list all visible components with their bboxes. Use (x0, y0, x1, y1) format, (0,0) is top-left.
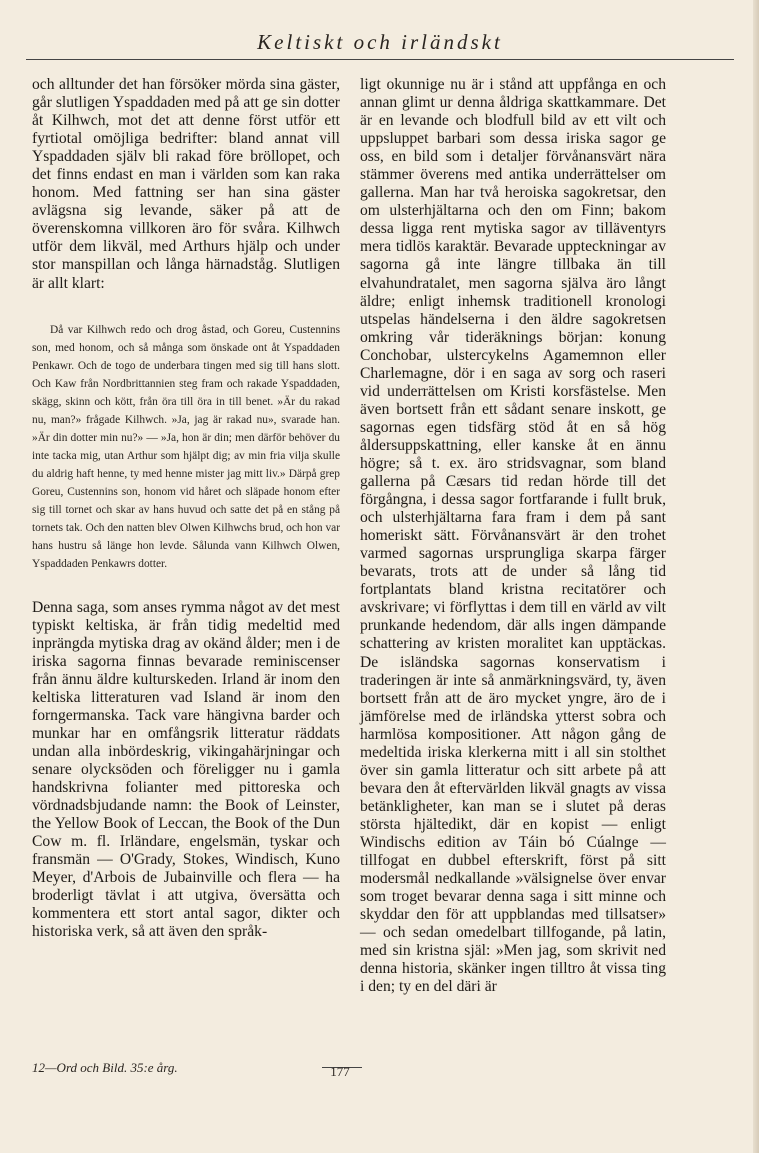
header-rule (26, 59, 734, 60)
footer-signature: 12—Ord och Bild. 35:e årg. (32, 1060, 178, 1075)
running-header: Keltiskt och irländskt (257, 30, 503, 54)
right-column-text: ligt okunnige nu är i stånd att uppfånga en och annan glimt ur denna åldriga skattkammare. Det är en levande och blodfull bild av ett vilt och uppsluppet barbari som dessa iriska sagor ge oss, en bild som i detaljer förvånansvärt nära stämmer överens med antika underrättelser om gallerna. Man har två heroiska sagokretsar, den om ulsterhjältarna och den om Finn; bakom dessa ligga rent mytiska sagor av tilläventyrs mera tidlös karaktär. Bevarade uppteckningar av sagorna gå inte längre tillbaka än till elvahundratalet, men sagorna själva äro långt äldre; enligt inhemsk traditionell kronologi utspelas händelserna i den äldre sagokretsen omkring vår tideräknings början: konung Conchobar, ulstercykelns Agamemnon eller Charlemagne, dör i en saga av sorg och raseri vid underrättelsen om Kristi korsfästelse. Men även bortsett från ett sådant senare inskott, ge sagornas egen tidsfärg stöd åt en så hög åldersuppskattning, eller kanske åt en ännu högre; så t. ex. äro stridsvagnar, som bland gallerna på Cæsars tid redan hörde till det förgångna, i dessa sagor fortfarande i fullt bruk, och ulsterhjältarna fara fram i dem på sant homeriskt sätt. Förvånansvärt är den trohet varmed sagornas ursprungliga skarpa färger bevarats, trots att de under så lång tid fortplantats bland kristna recitatörer och avskrivare; vi förflyttas i dem till en värld av vilt prunkande hedendom, där alls ingen dämpande schattering av kristen moralitet kan upptäckas. De isländska sagornas konservatism i traderingen är inte så anmärkningsvärd, ty, även bortsett från att de äro mycket yngre, äro de i jämförelse med de irländska ytterst sobra och harmlösa kompositioner. Att någon gång de medeltida iriska klerkerna mitt i all sin stolthet över sin gamla litteratur och sitt arbete på att bevara den åt eftervärlden likväl gnagts av vissa betänkligheter, kan man se i slutet på deras största hjältedikt, där en kopist — enligt Windischs edition av Táin bó Cúalnge — tillfogat en dubbel efterskrift, först på sitt modersmål nedkallande »välsignelse över envar som troget bevarar denna saga i sitt minne och skyddar den för att uppblandas med tillsatser» — och sedan omedelbart tillfogande, på latin, med sin kristna själ: »Men jag, som skrivit ned denna historia, skänker ingen tilltro åt vissa ting i den; ty en del däri är (360, 76, 666, 996)
page-edge (753, 0, 759, 1153)
paragraph-2: Denna saga, som anses rymma något av det mest typiskt keltiska, är från tidig medeltid med inprängda mytiska drag av okänd ålder; men i de iriska sagorna finnas bevarade reminiscenser från ännu äldre kulturskeden. Irland är inom den keltiska litteraturen vad Island är inom den forngermanska. Tack vare hängivna barder och munkar har en omfångsrik litteratur räddats undan alla inbördeskrig, vikingahärjningar och senare olycksöden och föreligger nu i gamla handskrivna folianter med pittoreska och vördnadsbjudande namn: the Book of Leinster, the Yellow Book of Leccan, the Book of the Dun Cow m. fl. Irländare, engelsmän, tyskar och fransmän — O'Grady, Stokes, Windisch, Kuno Meyer, d'Arbois de Jubainville och flera — ha broderligt tävlat i att utgiva, översätta och kommentera ett stort antal sagor, dikter och historiska verk, så att även den språk- (32, 598, 340, 941)
block-quote: Då var Kilhwch redo och drog åstad, och Goreu, Custennins son, med honom, och så många som önskade ont åt Yspaddaden Penkawr. Och de togo de underbara tingen med sig till hans slott. Och Kaw från Nordbrittannien steg fram och rakade Yspaddaden, skägg, skinn och kött, från öra till öra in till benet. »Är du rakad nu, man?» frågade Kilhwch. »Ja, jag är rakad nu», svarade han. »Är din dotter min nu?» — »Ja, hon är din; men därför behöver du inte tacka mig, utan Arthur som hjälpt dig; av min fria vilja skulle du aldrig haft henne, ty med henne mister jag mitt liv.» Därpå grep Goreu, Custennins son, honom vid håret och släpade honom efter sig till tornet och skar av hans huvud och satte det på en stång på tornets tak. Och den natten blev Olwen Kilhwchs brud, och hon var hans hustru så länge hon levde. Sålunda vann Kilhwch Olwen, Yspaddaden Penkawrs dotter. (32, 323, 340, 570)
paragraph-1: och alltunder det han försöker mörda sina gäster, går slutligen Yspaddaden med på att ge sin dotter åt Kilhwch, mot det att denne först utför ett fyrtiotal omöjliga bedrifter: bland annat vill Yspaddaden själv bli rakad före bröllopet, och det finns endast en man i världen som kan raka honom. Med fattning ser han sina gäster avlägsna sig levande, säker på att de överenskomna villkoren äro för svåra. Kilhwch utför dem likväl, med Arthurs hjälp och under stor manspillan och långa härnadståg. Slutligen är allt klart: (32, 76, 340, 292)
right-column (360, 76, 666, 996)
left-column (32, 76, 340, 941)
page-number: 177 (330, 1064, 350, 1079)
